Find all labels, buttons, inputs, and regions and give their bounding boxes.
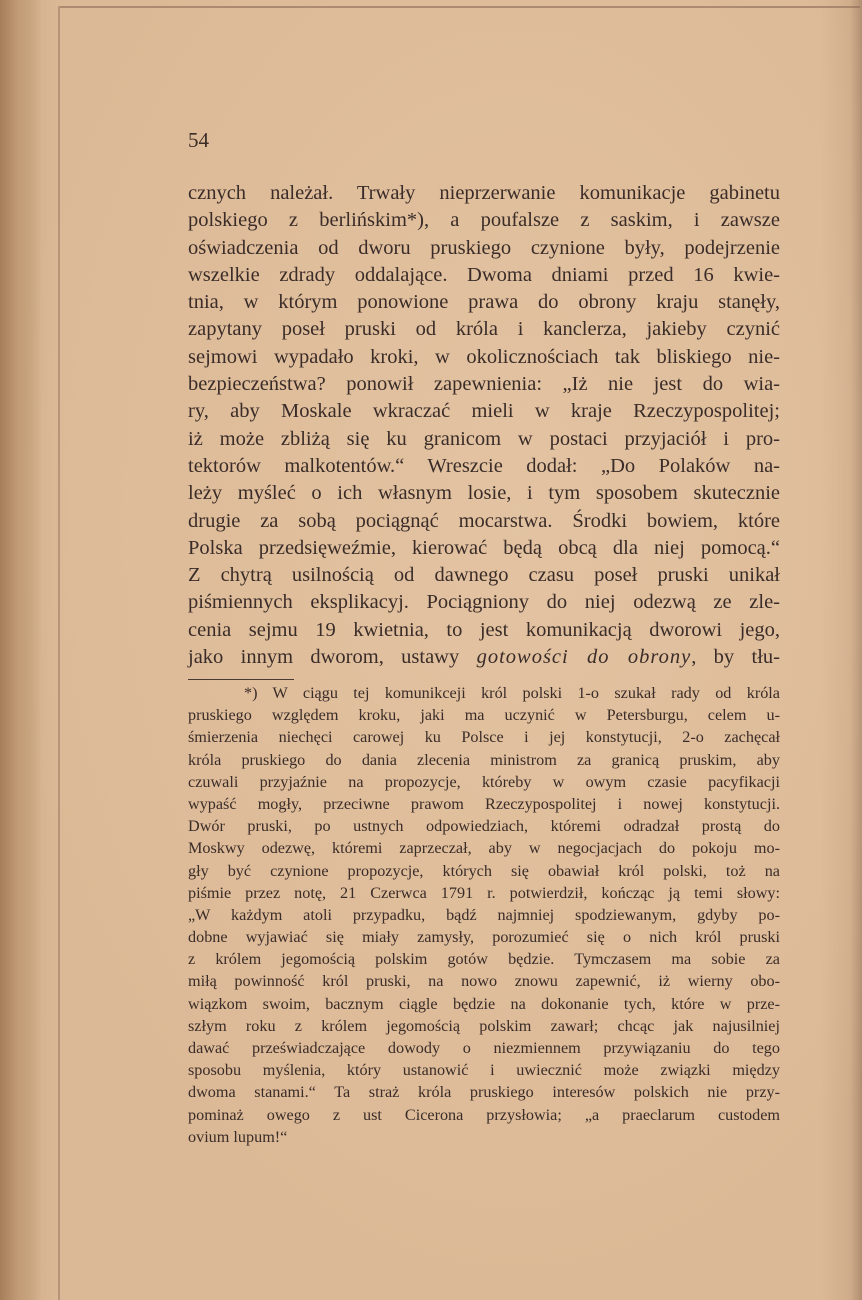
page-binding-shadow <box>0 0 42 1300</box>
text-line: Z chytrą usilnością od dawnego czasu poseł pruski unikał <box>188 564 780 587</box>
text-line: oświadczenia od dworu pruskiego czynione były, podejrzenie <box>188 236 780 259</box>
footnote-line: śmierzenia niechęci carowej ku Polsce i jej konstytucji, 2-o zachęcał <box>188 728 780 747</box>
footnote-line: pominaż owego z ust Cicerona przysłowia; „a praeclarum custodem <box>188 1105 780 1124</box>
footnote-line: „W każdym atoli przypadku, bądź najmniej spodziewanym, gdyby po- <box>188 905 780 924</box>
text-line: iż może zbliżą się ku granicom w postaci przyjaciół i pro- <box>188 427 780 450</box>
text-line: Polska przedsięweźmie, kierować będą obcą dla niej pomocą.“ <box>188 536 780 559</box>
footnote-text <box>188 682 780 1148</box>
footnote-line: z królem jegomością polskim gotów będzie. Tymczasem ma sobie za <box>188 950 780 969</box>
text-line: cenia sejmu 19 kwietnia, to jest komunikacją dworowi jego, <box>188 618 780 641</box>
footnote-line: pruskiego względem kroku, jaki ma uczynić w Petersburgu, celem u- <box>188 706 780 725</box>
footnote-line: czuwali przyjaźnie na propozycje, któreby w owym czasie pacyfikacji <box>188 772 780 791</box>
text-line: zapytany poseł pruski od króla i kanclerza, jakieby czynić <box>188 318 780 341</box>
footnote-line: piśmie przez notę, 21 Czerwca 1791 r. potwierdził, kończąc ją temi słowy: <box>188 883 780 902</box>
footnote-line: gły być czynione propozycje, których się obawiał król polski, toż na <box>188 861 780 880</box>
page-left-edge <box>58 6 60 1300</box>
page-number: 54 <box>188 128 209 152</box>
footnote-line: króla pruskiego do dania zlecenia ministrom za granicą pruskim, aby <box>188 750 780 769</box>
footnote-line: dobne wyjawiać się miały zamysły, porozumieć się o nich król pruski <box>188 928 780 947</box>
footnote-separator <box>188 679 294 680</box>
footnote-line: Dwór pruski, po ustnych odpowiedziach, któremi odradzał prostą do <box>188 817 780 836</box>
text-line: bezpieczeństwa? ponowił zapewnienia: „Iż nie jest do wia- <box>188 373 780 396</box>
footnote-line: miłą powinność król pruski, na nowo znowu zapewnić, iż wierny obo- <box>188 972 780 991</box>
text-line-last <box>188 644 780 671</box>
text-line: drugie za sobą pociągnąć mocarstwa. Środki bowiem, które <box>188 509 780 532</box>
footnote-line: dwoma stanami.“ Ta straż króla pruskiego interesów polskich nie przy- <box>188 1083 780 1102</box>
text-fragment: jako innym dworom, ustawy <box>188 646 477 669</box>
text-line: leży myśleć o ich własnym losie, i tym sposobem skutecznie <box>188 482 780 505</box>
footnote-line: ovium lupum!“ <box>188 1127 288 1146</box>
emphasized-phrase: gotowości do obrony <box>476 646 692 669</box>
footnote-line: dawać przeświadczające dowody o niezmiennem przywiązaniu do tego <box>188 1039 780 1057</box>
footnote-line: szłym roku z królem jegomością polskim zawarł; chcąc jak najusilniej <box>188 1016 780 1035</box>
footnote-line: *) W ciągu tej komunikceji król polski 1-o szukał rady od króla <box>244 684 780 702</box>
text-line: sejmowi wypadało kroki, w okolicznościach tak bliskiego nie- <box>188 345 780 368</box>
text-line: ry, aby Moskale wkraczać mieli w kraje Rzeczypospolitej; <box>188 400 780 423</box>
footnote-line: wiązkom swoim, bacznym ciągle będzie na dokonanie tych, które w prze- <box>188 994 780 1013</box>
text-line: tnia, w którym ponowione prawa do obrony kraju stanęły, <box>188 291 780 314</box>
footnote-line: Moskwy odezwę, któremi zaprzeczał, aby w negocjacjach do pokoju mo- <box>188 839 780 858</box>
text-line: polskiego z berlińskim*), a poufalsze z saskim, i zawsze <box>188 209 780 232</box>
text-line: tektorów malkotentów.“ Wreszcie dodał: „Do Polaków na- <box>188 454 780 477</box>
footnote-line: wypaść mogły, przeciwne prawom Rzeczypospolitej i nowej konstytucji. <box>188 794 780 813</box>
footnote-line: sposobu myślenia, który ustanowić i uwiecznić może związki między <box>188 1061 780 1080</box>
text-line: piśmiennych eksplikacyj. Pociągniony do niej odezwą ze zle- <box>188 591 780 614</box>
main-text <box>188 180 780 671</box>
text-line: cznych należał. Trwały nieprzerwanie komunikacje gabinetu <box>188 182 780 204</box>
text-line: wszelkie zdrady oddalające. Dwoma dniami przed 16 kwie- <box>188 263 780 286</box>
text-fragment: , by tłu- <box>691 646 780 669</box>
page-top-edge <box>60 6 860 8</box>
